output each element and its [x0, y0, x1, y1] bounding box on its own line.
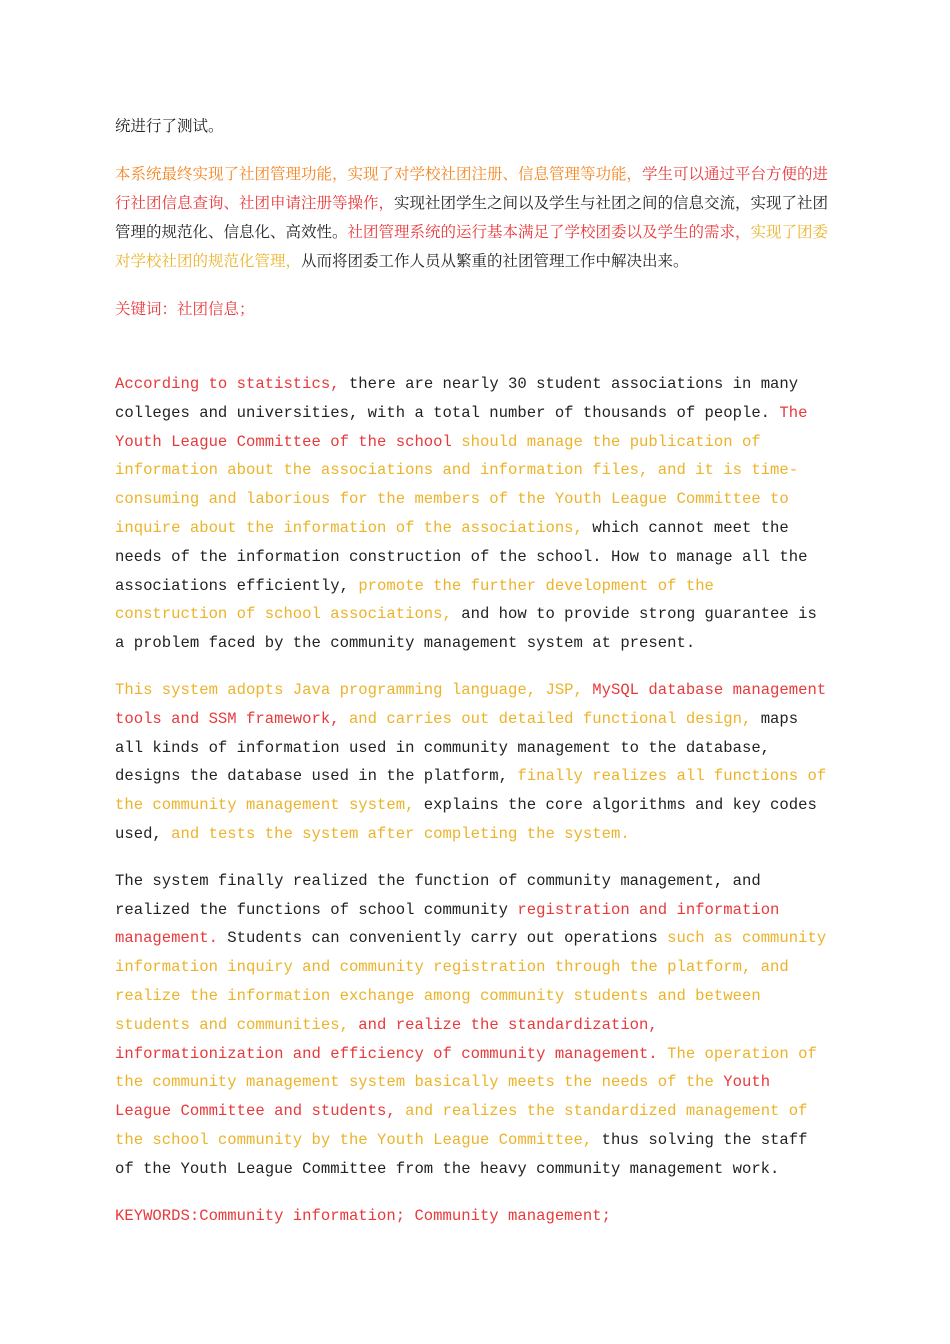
en-p2-segment-4: maps all kinds of information used in community management to the database, designs the database used in the platform,	[115, 709, 799, 786]
cn-segment-6: 从而将团委工作人员从繁重的社团管理工作中解决出来。	[301, 252, 689, 270]
en-abstract-paragraph-1	[115, 370, 835, 658]
en-p2-segment-7: and tests the system after completing the system.	[171, 824, 630, 843]
en-p3-segment-1: The system finally realized the function of community management, and realized the functions of school community	[115, 871, 761, 919]
en-abstract-paragraph-3	[115, 867, 835, 1184]
en-p1-segment-2: there are nearly 30 student associations in many colleges and universities, with a total number of thousands of people.	[115, 375, 799, 422]
en-p2-segment-3: and carries out detailed functional design,	[339, 709, 752, 728]
en-p2-segment-6: explains the core algorithms and key codes used,	[115, 796, 817, 843]
en-p3-segment-7: Youth League Committee and students,	[115, 1073, 771, 1121]
en-p2-segment-1: This system adopts Java programming language, JSP,	[115, 680, 593, 699]
cn-continuation-text: 统进行了测试。	[115, 117, 224, 135]
cn-segment-4: 社团管理系统的运行基本满足了学校团委以及学生的需求，	[347, 223, 751, 241]
en-p3-segment-6: The operation of the community management system basically meets the needs of the	[115, 1044, 817, 1092]
en-p3-segment-8: and realizes the standardized management of the school community by the Youth League Committee,	[115, 1102, 808, 1149]
cn-keywords-text: 关键词：社团信息；	[115, 300, 255, 318]
en-p1-segment-5: which cannot meet the needs of the information construction of the school. How to manage all the associations efficiently,	[115, 518, 808, 595]
cn-keywords	[115, 295, 835, 324]
en-abstract-paragraph-2	[115, 676, 835, 849]
cn-abstract-paragraph	[115, 160, 835, 276]
en-p2-segment-5: finally realizes all functions of the community management system,	[115, 767, 827, 815]
cn-segment-3: 实现社团学生之间以及学生与社团之间的信息交流，实现了社团管理的规范化、信息化、高效性。	[115, 194, 829, 241]
cn-paragraph-continuation	[115, 112, 835, 141]
en-p1-segment-7: and how to provide strong guarantee is a problem faced by the community management system at present.	[115, 605, 817, 653]
en-p3-segment-5: and realize the standardization, informationization and efficiency of community management.	[115, 1015, 658, 1063]
en-p3-segment-4: such as community information inquiry and community registration through the platform, and realize the information exchange among community students and between students and communities,	[115, 929, 827, 1034]
cn-segment-2: 学生可以通过平台方便的进行社团信息查询、社团申请注册等操作，	[115, 165, 829, 212]
en-p1-segment-6: promote the further development of the construction of school associations,	[115, 576, 714, 624]
en-p2-segment-2: MySQL database management tools and SSM framework,	[115, 680, 827, 728]
en-p3-segment-9: thus solving the staff of the Youth League Committee from the heavy community management work.	[115, 1130, 808, 1178]
en-p1-segment-4: should manage the publication of information about the associations and information files, and it is time-consuming and laborious for the members of the Youth League Committee to inquire about the information of the associations,	[115, 432, 799, 537]
en-p3-segment-3: Students can conveniently carry out operations	[217, 929, 668, 948]
cn-segment-5: 实现了团委对学校社团的规范化管理，	[115, 223, 829, 270]
cn-segment-1: 本系统最终实现了社团管理功能，实现了对学校社团注册、信息管理等功能，	[115, 165, 643, 183]
en-p1-segment-1: According to statistics,	[115, 375, 340, 393]
en-p1-segment-3: The Youth League Committee of the school	[115, 403, 808, 451]
en-p3-segment-2: registration and information management.	[115, 900, 780, 948]
document-page	[115, 112, 835, 1230]
en-keywords	[115, 1202, 835, 1231]
en-keywords-text: KEYWORDS:Community information; Community management;	[115, 1206, 611, 1225]
